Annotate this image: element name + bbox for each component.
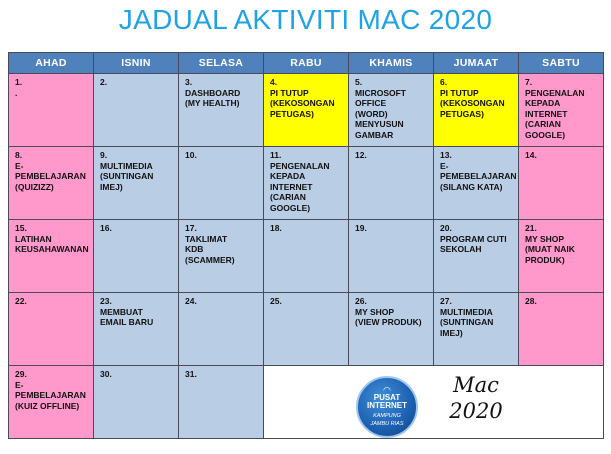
day-cell bbox=[179, 366, 264, 439]
day-activity: E- PEMEBELAJARAN (SILANG KATA) bbox=[440, 160, 517, 192]
day-cell bbox=[264, 220, 349, 293]
day-number: 2. bbox=[100, 77, 108, 87]
calendar-week-row bbox=[9, 147, 604, 220]
day-number: 24. bbox=[185, 296, 197, 306]
logo-line-3: KAMPUNG bbox=[373, 413, 401, 419]
calendar-week-row bbox=[9, 74, 604, 147]
day-activity: MEMBUAT EMAIL BARU bbox=[100, 306, 154, 327]
day-number: 11. bbox=[270, 150, 282, 160]
day-number: 20. bbox=[440, 223, 452, 233]
calendar-table bbox=[8, 52, 604, 439]
day-header-ahad: AHAD bbox=[9, 53, 94, 74]
day-number: 15. bbox=[15, 223, 27, 233]
day-activity: MULTIMEDIA (SUNTINGAN IMEJ) bbox=[100, 160, 154, 192]
day-activity: LATIHAN KEUSAHAWANAN bbox=[15, 233, 89, 254]
day-number: 28. bbox=[525, 296, 537, 306]
day-number: 30. bbox=[100, 369, 112, 379]
day-number: 3. bbox=[185, 77, 193, 87]
day-cell bbox=[179, 220, 264, 293]
day-cell bbox=[179, 74, 264, 147]
day-number: 10. bbox=[185, 150, 197, 160]
day-activity: PI TUTUP (KEKOSONGAN PETUGAS) bbox=[270, 87, 335, 119]
day-number: 16. bbox=[100, 223, 112, 233]
day-cell bbox=[94, 293, 179, 366]
day-number: 31. bbox=[185, 369, 197, 379]
pusat-internet-logo bbox=[356, 376, 418, 438]
day-number: 5. bbox=[355, 77, 363, 87]
day-number: 1. bbox=[15, 77, 23, 87]
day-cell bbox=[519, 293, 604, 366]
day-cell bbox=[9, 366, 94, 439]
day-cell bbox=[94, 147, 179, 220]
day-number: 6. bbox=[440, 77, 448, 87]
footer-cell bbox=[264, 366, 604, 439]
page-title: JADUAL AKTIVITI MAC 2020 bbox=[118, 4, 493, 35]
day-number: 7. bbox=[525, 77, 533, 87]
day-number: 23. bbox=[100, 296, 112, 306]
day-cell bbox=[519, 220, 604, 293]
day-activity: E- PEMBELAJARAN (QUIZIZZ) bbox=[15, 160, 86, 192]
year-text: 2020 bbox=[449, 399, 503, 423]
day-header-selasa: SELASA bbox=[179, 53, 264, 74]
day-cell bbox=[349, 293, 434, 366]
day-cell bbox=[9, 147, 94, 220]
day-number: 19. bbox=[355, 223, 367, 233]
day-cell bbox=[264, 293, 349, 366]
day-number: 13. bbox=[440, 150, 452, 160]
day-cell bbox=[434, 220, 519, 293]
day-activity: MY SHOP (MUAT NAIK PRODUK) bbox=[525, 233, 575, 265]
day-number: 9. bbox=[100, 150, 108, 160]
wifi-icon: ◠ bbox=[383, 385, 391, 395]
day-cell bbox=[519, 147, 604, 220]
day-cell bbox=[94, 366, 179, 439]
day-cell bbox=[94, 220, 179, 293]
day-number: 26. bbox=[355, 296, 367, 306]
day-cell bbox=[349, 220, 434, 293]
day-number: 25. bbox=[270, 296, 282, 306]
day-cell bbox=[9, 220, 94, 293]
day-header-sabtu: SABTU bbox=[519, 53, 604, 74]
day-cell bbox=[94, 74, 179, 147]
calendar-header-row bbox=[9, 53, 604, 74]
day-activity: MULTIMEDIA (SUNTINGAN IMEJ) bbox=[440, 306, 494, 338]
day-activity: MICROSOFT OFFICE (WORD) MENYUSUN GAMBAR bbox=[355, 87, 406, 140]
day-activity: PENGENALAN KEPADA INTERNET (CARIAN GOOGLE) bbox=[270, 160, 330, 213]
day-cell bbox=[434, 293, 519, 366]
day-activity: PROGRAM CUTI SEKOLAH bbox=[440, 233, 507, 254]
day-cell bbox=[264, 74, 349, 147]
day-header-khamis: KHAMIS bbox=[349, 53, 434, 74]
day-number: 27. bbox=[440, 296, 452, 306]
logo-line-1: PUSAT bbox=[373, 393, 401, 402]
day-number: 12. bbox=[355, 150, 367, 160]
day-cell bbox=[434, 147, 519, 220]
month-text: Mac bbox=[453, 373, 499, 397]
day-activity: DASHBOARD (MY HEALTH) bbox=[185, 87, 241, 108]
day-activity: TAKLIMAT KDB (SCAMMER) bbox=[185, 233, 235, 265]
day-cell bbox=[434, 74, 519, 147]
day-activity: . bbox=[15, 87, 18, 98]
day-header-rabu: RABU bbox=[264, 53, 349, 74]
day-cell bbox=[349, 74, 434, 147]
day-cell bbox=[179, 293, 264, 366]
day-number: 14. bbox=[525, 150, 537, 160]
day-activity: MY SHOP (VIEW PRODUK) bbox=[355, 306, 422, 327]
day-cell bbox=[519, 74, 604, 147]
day-number: 18. bbox=[270, 223, 282, 233]
day-number: 29. bbox=[15, 369, 27, 379]
month-label bbox=[436, 372, 516, 424]
day-cell bbox=[349, 147, 434, 220]
day-activity: E- PEMBELAJARAN (KUIZ OFFLINE) bbox=[15, 379, 86, 411]
day-header-isnin: ISNIN bbox=[94, 53, 179, 74]
day-number: 22. bbox=[15, 296, 27, 306]
day-activity: PI TUTUP (KEKOSONGAN PETUGAS) bbox=[440, 87, 505, 119]
day-cell bbox=[179, 147, 264, 220]
calendar-week-row bbox=[9, 366, 604, 439]
calendar-week-row bbox=[9, 220, 604, 293]
day-number: 17. bbox=[185, 223, 197, 233]
day-number: 8. bbox=[15, 150, 23, 160]
day-cell bbox=[264, 147, 349, 220]
calendar-week-row bbox=[9, 293, 604, 366]
day-cell bbox=[9, 74, 94, 147]
logo-line-2: INTERNET bbox=[367, 401, 407, 410]
day-header-jumaat: JUMAAT bbox=[434, 53, 519, 74]
day-number: 4. bbox=[270, 77, 278, 87]
day-activity: PENGENALAN KEPADA INTERNET (CARIAN GOOGLE) bbox=[525, 87, 585, 140]
day-number: 21. bbox=[525, 223, 537, 233]
logo-line-4: JAMBU RIAS bbox=[370, 421, 404, 427]
day-cell bbox=[9, 293, 94, 366]
